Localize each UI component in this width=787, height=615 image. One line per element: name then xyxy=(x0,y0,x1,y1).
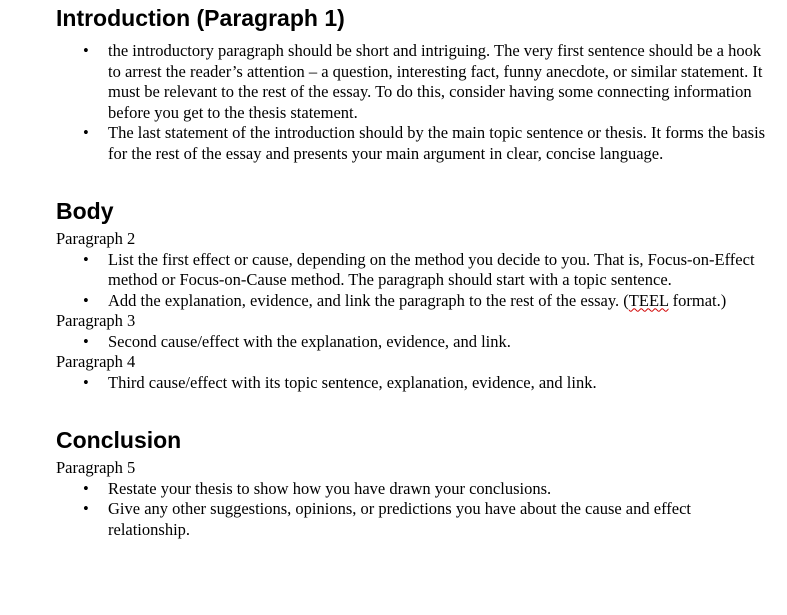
bullet-icon: • xyxy=(83,331,89,351)
paragraph-5-bullet-list xyxy=(56,479,766,541)
body-heading: Body xyxy=(56,198,114,224)
list-item xyxy=(56,250,766,291)
bullet-icon: • xyxy=(83,290,89,310)
list-item-text-end: format.) xyxy=(668,290,727,310)
list-item-text: Give any other suggestions, opinions, or predictions you have about the cause and effect relationship. xyxy=(108,499,692,539)
spellcheck-flagged-word[interactable]: TEEL xyxy=(628,290,669,310)
bullet-icon: • xyxy=(83,249,89,269)
list-item-text: The last statement of the introduction should by the main topic sentence or thesis. It forms the basis for the rest of the essay and presents your main argument in clear, concise language. xyxy=(108,123,766,163)
bullet-icon: • xyxy=(83,123,89,142)
paragraph-4-bullet-list xyxy=(56,373,766,394)
document-page xyxy=(56,4,766,540)
paragraph-3-bullet-list xyxy=(56,332,766,353)
paragraph-2-bullet-list xyxy=(56,250,766,312)
list-item-text: Second cause/effect with the explanation, evidence, and link. xyxy=(108,331,511,351)
list-item xyxy=(56,479,766,500)
list-item xyxy=(56,373,766,394)
list-item xyxy=(56,123,766,164)
list-item-text: Third cause/effect with its topic sentence, explanation, evidence, and link. xyxy=(108,372,597,392)
list-item xyxy=(56,332,766,353)
list-item xyxy=(56,41,766,123)
bullet-icon: • xyxy=(83,499,89,518)
list-item-text: List the first effect or cause, depending on the method you decide to you. That is, Focus-on-Effect method or Focus-on-Cause method. The paragraph should start with a topic sentence. xyxy=(108,249,755,289)
paragraph-3-label: Paragraph 3 xyxy=(56,311,136,330)
conclusion-heading: Conclusion xyxy=(56,427,182,453)
introduction-heading: Introduction (Paragraph 1) xyxy=(56,5,345,31)
paragraph-4-label: Paragraph 4 xyxy=(56,352,136,371)
list-item xyxy=(56,499,766,540)
paragraph-5-label: Paragraph 5 xyxy=(56,458,136,477)
bullet-icon: • xyxy=(83,41,89,60)
list-item-text: Restate your thesis to show how you have drawn your conclusions. xyxy=(108,478,552,498)
introduction-bullet-list xyxy=(56,41,766,164)
bullet-icon: • xyxy=(83,478,89,498)
list-item-text-start: Add the explanation, evidence, and link the paragraph to the rest of the essay. ( xyxy=(108,290,629,310)
list-item-text: the introductory paragraph should be short and intriguing. The very first sentence should be a hook to arrest the reader’s attention – a question, interesting fact, funny anecdote, or similar statement. It must be relevant to the rest of the essay. To do this, consider having some connecting information before you get to the thesis statement. xyxy=(108,41,763,122)
paragraph-2-label: Paragraph 2 xyxy=(56,229,136,248)
list-item xyxy=(56,291,766,312)
bullet-icon: • xyxy=(83,372,89,392)
